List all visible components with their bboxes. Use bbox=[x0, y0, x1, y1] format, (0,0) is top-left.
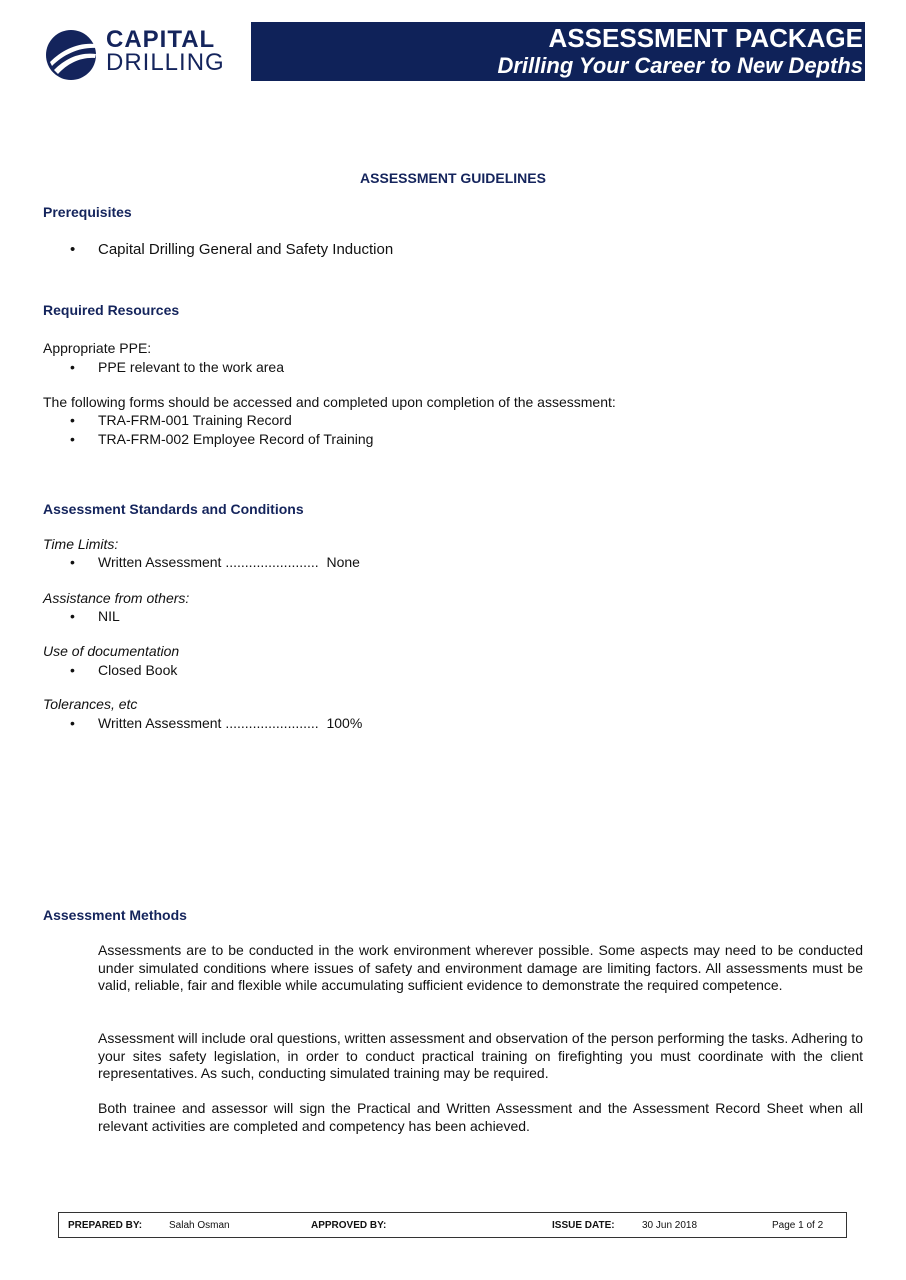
banner-subtitle: Drilling Your Career to New Depths bbox=[497, 53, 863, 78]
logo-line-2: DRILLING bbox=[106, 49, 225, 76]
methods-paragraph: Assessment will include oral questions, written assessment and observation of the person performing the tasks. Adhering to your sites safety legislation, in order to conduct practical training on firefighting you must coordinate with the client representatives. As such, conducting simulated training may be required. bbox=[98, 1030, 863, 1081]
list-item-text: Capital Drilling General and Safety Induction bbox=[98, 241, 394, 258]
header-banner bbox=[251, 22, 865, 81]
issue-date-label: ISSUE DATE: bbox=[552, 1220, 615, 1231]
issue-date-value: 30 Jun 2018 bbox=[642, 1220, 698, 1231]
prerequisites-heading: Prerequisites bbox=[43, 204, 132, 220]
bullet-icon: • bbox=[70, 431, 75, 447]
approved-by-label: APPROVED BY: bbox=[311, 1220, 387, 1231]
bullet-icon: • bbox=[70, 241, 76, 258]
list-item-text: PPE relevant to the work area bbox=[98, 359, 284, 375]
methods-paragraph: Both trainee and assessor will sign the Practical and Written Assessment and the Assessment Record Sheet when all relevant activities are completed and competency has been achieved. bbox=[98, 1100, 863, 1134]
page-number: Page 1 of 2 bbox=[772, 1220, 824, 1231]
forms-intro: The following forms should be accessed and completed upon completion of the assessment: bbox=[43, 394, 616, 410]
time-limits-label: Time Limits: bbox=[43, 536, 119, 552]
ppe-label: Appropriate PPE: bbox=[43, 340, 152, 356]
list-item-text: Written Assessment ........................ None bbox=[98, 554, 360, 570]
logo-wordmark bbox=[106, 28, 225, 75]
list-item-text: NIL bbox=[98, 608, 120, 624]
document-title: ASSESSMENT GUIDELINES bbox=[360, 170, 546, 186]
bullet-icon: • bbox=[70, 359, 75, 375]
list-item-text: Closed Book bbox=[98, 662, 178, 678]
bullet-icon: • bbox=[70, 608, 75, 624]
logo-line-1: CAPITAL bbox=[106, 26, 216, 53]
bullet-icon: • bbox=[70, 412, 75, 428]
bullet-icon: • bbox=[70, 662, 75, 678]
prepared-by-value: Salah Osman bbox=[169, 1220, 230, 1231]
methods-paragraph: Assessments are to be conducted in the work environment wherever possible. Some aspects may need to be conducted under simulated conditions where issues of safety and environment damage are limiting factors. All assessments must be valid, reliable, fair and flexible while accumulating sufficient evidence to demonstrate the required competence. bbox=[98, 942, 863, 993]
list-item-text: TRA-FRM-001 Training Record bbox=[98, 412, 292, 428]
documentation-label: Use of documentation bbox=[43, 643, 180, 659]
bullet-icon: • bbox=[70, 715, 75, 731]
methods-heading: Assessment Methods bbox=[43, 907, 187, 923]
banner-title: ASSESSMENT PACKAGE bbox=[548, 23, 863, 53]
tolerances-label: Tolerances, etc bbox=[43, 696, 138, 712]
assistance-label: Assistance from others: bbox=[43, 590, 190, 606]
company-logo bbox=[44, 26, 234, 84]
logo-emblem-icon bbox=[44, 28, 98, 82]
prepared-by-label: PREPARED BY: bbox=[68, 1220, 143, 1231]
document-footer bbox=[58, 1212, 847, 1238]
standards-heading: Assessment Standards and Conditions bbox=[43, 501, 304, 517]
bullet-icon: • bbox=[70, 554, 75, 570]
resources-heading: Required Resources bbox=[43, 302, 180, 318]
list-item-text: TRA-FRM-002 Employee Record of Training bbox=[98, 431, 374, 447]
list-item-text: Written Assessment ........................ 100% bbox=[98, 715, 363, 731]
